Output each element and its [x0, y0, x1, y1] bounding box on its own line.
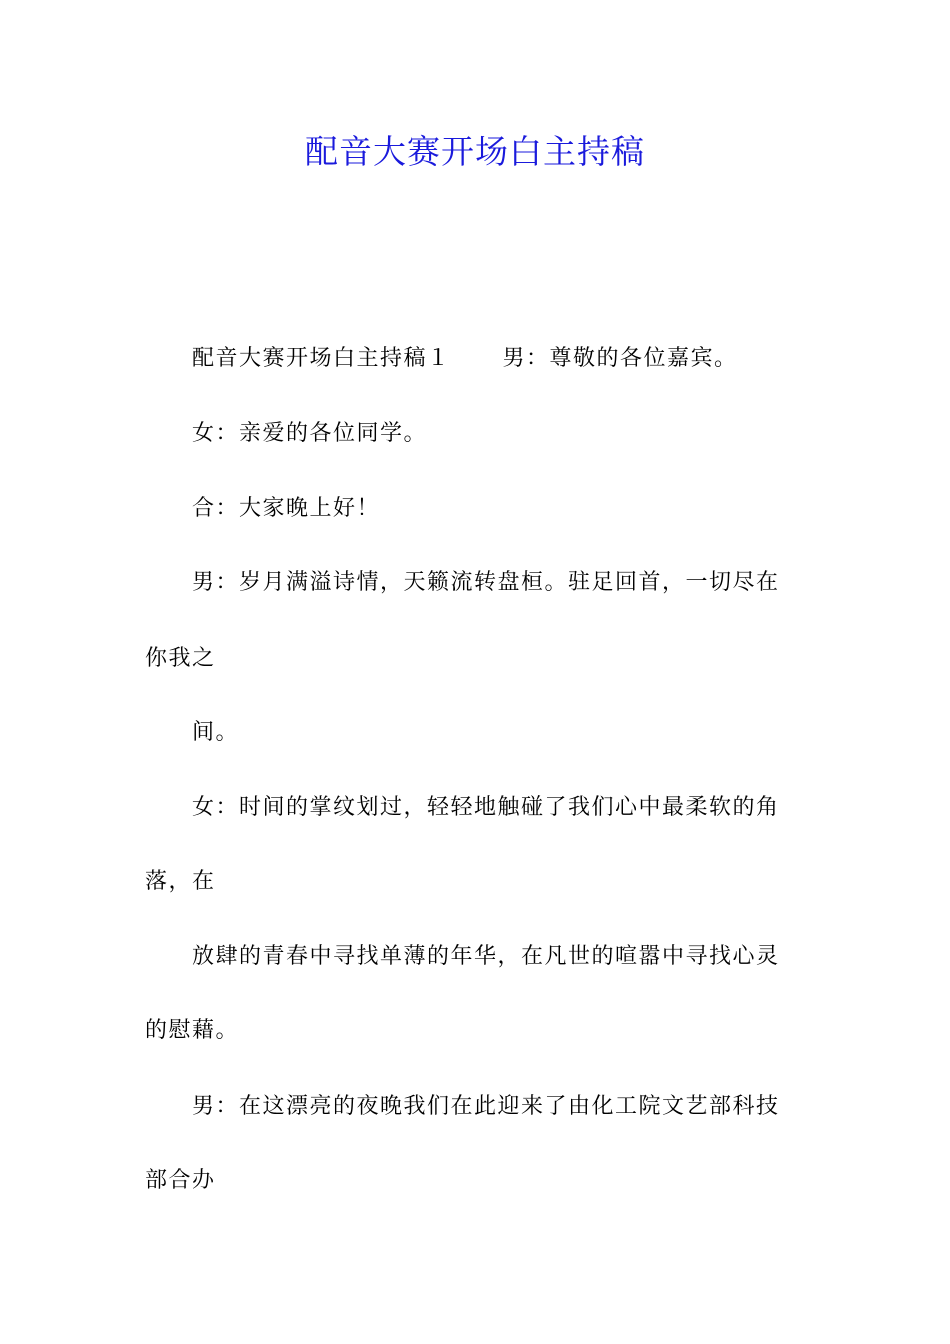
paragraph-line-1 — [192, 344, 738, 374]
paragraph-line-3: 合：大家晚上好！ — [192, 496, 381, 521]
document-title: 配音大赛开场白主持稿 — [305, 132, 645, 171]
paragraph-line-9: 放肆的青春中寻找单薄的年华，在凡世的喧嚣中寻找心灵 — [192, 944, 780, 969]
paragraph-line-6: 间。 — [192, 720, 240, 745]
paragraph-line-8: 落，在 — [145, 869, 216, 894]
paragraph-line-2: 女：亲爱的各位同学。 — [192, 421, 428, 446]
paragraph-line-1-part-1: 配音大赛开场白主持稿１ — [192, 346, 451, 371]
paragraph-line-4: 男：岁月满溢诗情，天籁流转盘桓。驻足回首，一切尽在 — [192, 570, 780, 595]
paragraph-line-12: 部合办 — [145, 1168, 216, 1193]
paragraph-line-5: 你我之 — [145, 646, 216, 671]
paragraph-line-1-part-2: 男：尊敬的各位嘉宾。 — [502, 346, 738, 371]
paragraph-line-10: 的慰藉。 — [145, 1018, 240, 1043]
paragraph-line-11: 男：在这漂亮的夜晚我们在此迎来了由化工院文艺部科技 — [192, 1094, 780, 1119]
paragraph-line-7: 女：时间的掌纹划过，轻轻地触碰了我们心中最柔软的角 — [192, 795, 780, 820]
